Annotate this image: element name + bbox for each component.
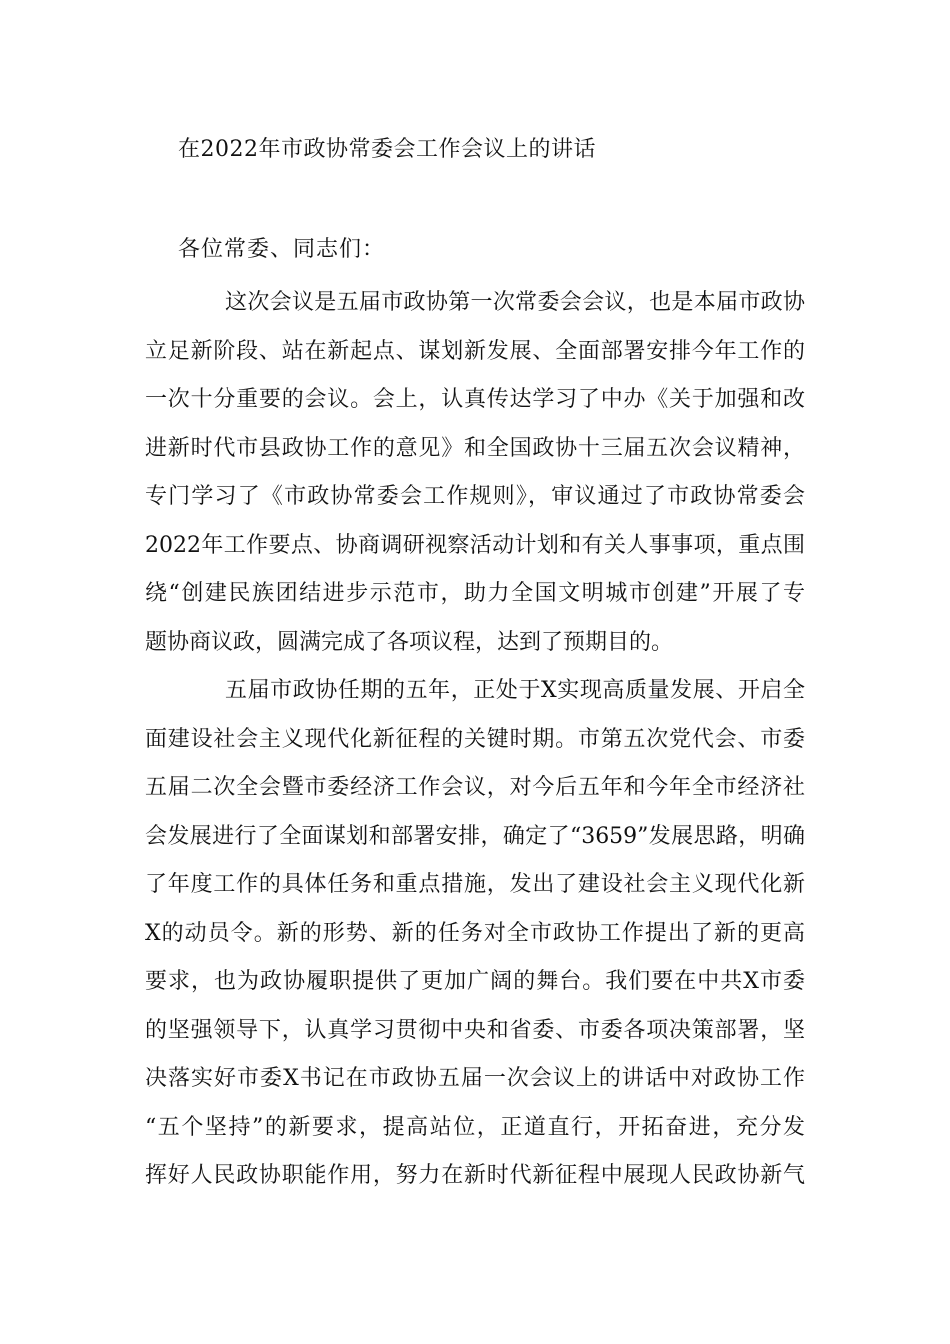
- paragraph-1-line: 立足新阶段、站在新起点、谋划新发展、全面部署安排今年工作的: [145, 338, 805, 364]
- paragraph-2-line: 会发展进行了全面谋划和部署安排，确定了“3659”发展思路，明确: [145, 823, 805, 849]
- paragraph-2-line: 五届二次全会暨市委经济工作会议，对今后五年和今年全市经济社: [145, 775, 805, 800]
- paragraph-1-line: 这次会议是五届市政协第一次常委会会议，也是本届市政协: [225, 290, 805, 315]
- paragraph-2-line: 了年度工作的具体任务和重点措施，发出了建设社会主义现代化新: [145, 872, 805, 897]
- salutation: 各位常委、同志们：: [178, 237, 386, 262]
- paragraph-1-line: 一次十分重要的会议。会上，认真传达学习了中办《关于加强和改: [145, 387, 805, 412]
- paragraph-2-line: 要求，也为政协履职提供了更加广阔的舞台。我们要在中共X市委: [145, 969, 805, 994]
- paragraph-2-line: 面建设社会主义现代化新征程的关键时期。市第五次党代会、市委: [145, 726, 805, 752]
- paragraph-1-line: 绕“创建民族团结进步示范市，助力全国文明城市创建”开展了专: [145, 581, 805, 606]
- paragraph-2-line: X的动员令。新的形势、新的任务对全市政协工作提出了新的更高: [145, 920, 805, 946]
- paragraph-1-line: 题协商议政，圆满完成了各项议程，达到了预期目的。: [145, 629, 674, 655]
- paragraph-2-line: “五个坚持”的新要求，提高站位，正道直行，开拓奋进，充分发: [145, 1114, 805, 1140]
- paragraph-2-line: 五届市政协任期的五年，正处于X实现高质量发展、开启全: [225, 678, 805, 703]
- body-text: [145, 287, 805, 1209]
- paragraph-2-line: 的坚强领导下，认真学习贯彻中央和省委、市委各项决策部署，坚: [145, 1017, 805, 1043]
- paragraph-1-line: 进新时代市县政协工作的意见》和全国政协十三届五次会议精神，: [145, 435, 805, 461]
- paragraph-2-line: 挥好人民政协职能作用，努力在新时代新征程中展现人民政协新气: [145, 1163, 805, 1188]
- paragraph-1-line: 专门学习了《市政协常委会工作规则》，审议通过了市政协常委会: [145, 484, 805, 509]
- document-title: 在2022年市政协常委会工作会议上的讲话: [178, 137, 596, 162]
- paragraph-2-line: 决落实好市委X书记在市政协五届一次会议上的讲话中对政协工作: [145, 1066, 805, 1091]
- paragraph-1-line: 2022年工作要点、协商调研视察活动计划和有关人事事项，重点围: [145, 532, 805, 558]
